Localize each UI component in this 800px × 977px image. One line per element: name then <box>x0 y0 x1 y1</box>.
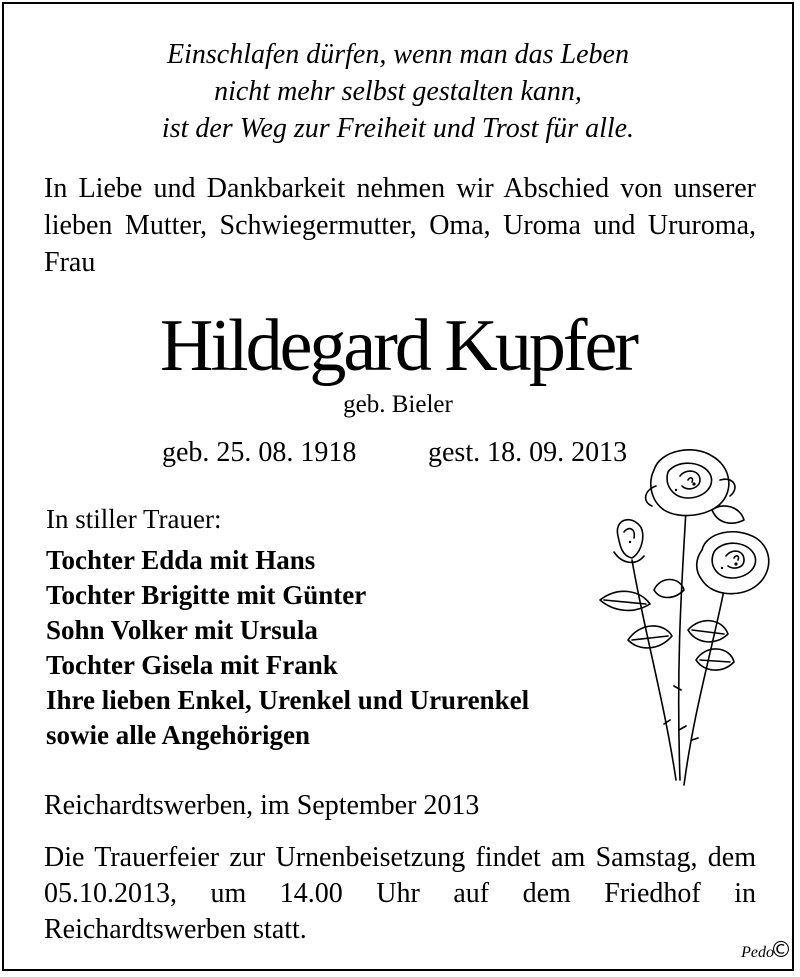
mourner-entry: sowie alle Angehörigen <box>46 720 310 750</box>
mourner-entry: Sohn Volker mit Ursula <box>46 615 318 645</box>
mourners-list <box>46 543 529 753</box>
roses-illustration-icon <box>584 440 780 800</box>
mourning-label: In stiller Trauer: <box>46 504 222 534</box>
mourner-entry: Ihre lieben Enkel, Urenkel und Ururenkel <box>46 685 530 715</box>
artist-credit: Pedo <box>741 944 774 961</box>
motto-line: ist der Weg zur Freiheit und Trost für alle. <box>161 113 635 144</box>
mourner-entry: Tochter Edda mit Hans <box>46 545 316 575</box>
mourner-entry: Tochter Brigitte mit Günter <box>46 580 367 610</box>
death-date: gest. 18. 09. 2013 <box>428 437 628 468</box>
ceremony-notice: Die Trauerfeier zur Urnenbeisetzung findet am Samstag, dem 05.10.2013, um 14.00 Uhr auf dem Friedhof in Reichardtswerben statt. <box>44 842 756 945</box>
copyright-icon: © <box>770 938 792 963</box>
deceased-name: Hildegard Kupfer <box>160 305 636 387</box>
mourner-entry: Tochter Gisela mit Frank <box>46 650 338 680</box>
birth-date: geb. 25. 08. 1918 <box>162 437 357 468</box>
motto-line: nicht mehr selbst gestalten kann, <box>214 76 582 107</box>
maiden-name: geb. Bieler <box>343 391 453 418</box>
intro-text: In Liebe und Dankbarkeit nehmen wir Abschied von unserer lieben Mutter, Schwiegermutter, Oma, Uroma und Ururoma, Frau <box>44 173 756 278</box>
motto-line: Einschlafen dürfen, wenn man das Leben <box>167 39 629 70</box>
place-date: Reichardtswerben, im September 2013 <box>44 790 480 821</box>
motto-verse <box>0 36 796 147</box>
